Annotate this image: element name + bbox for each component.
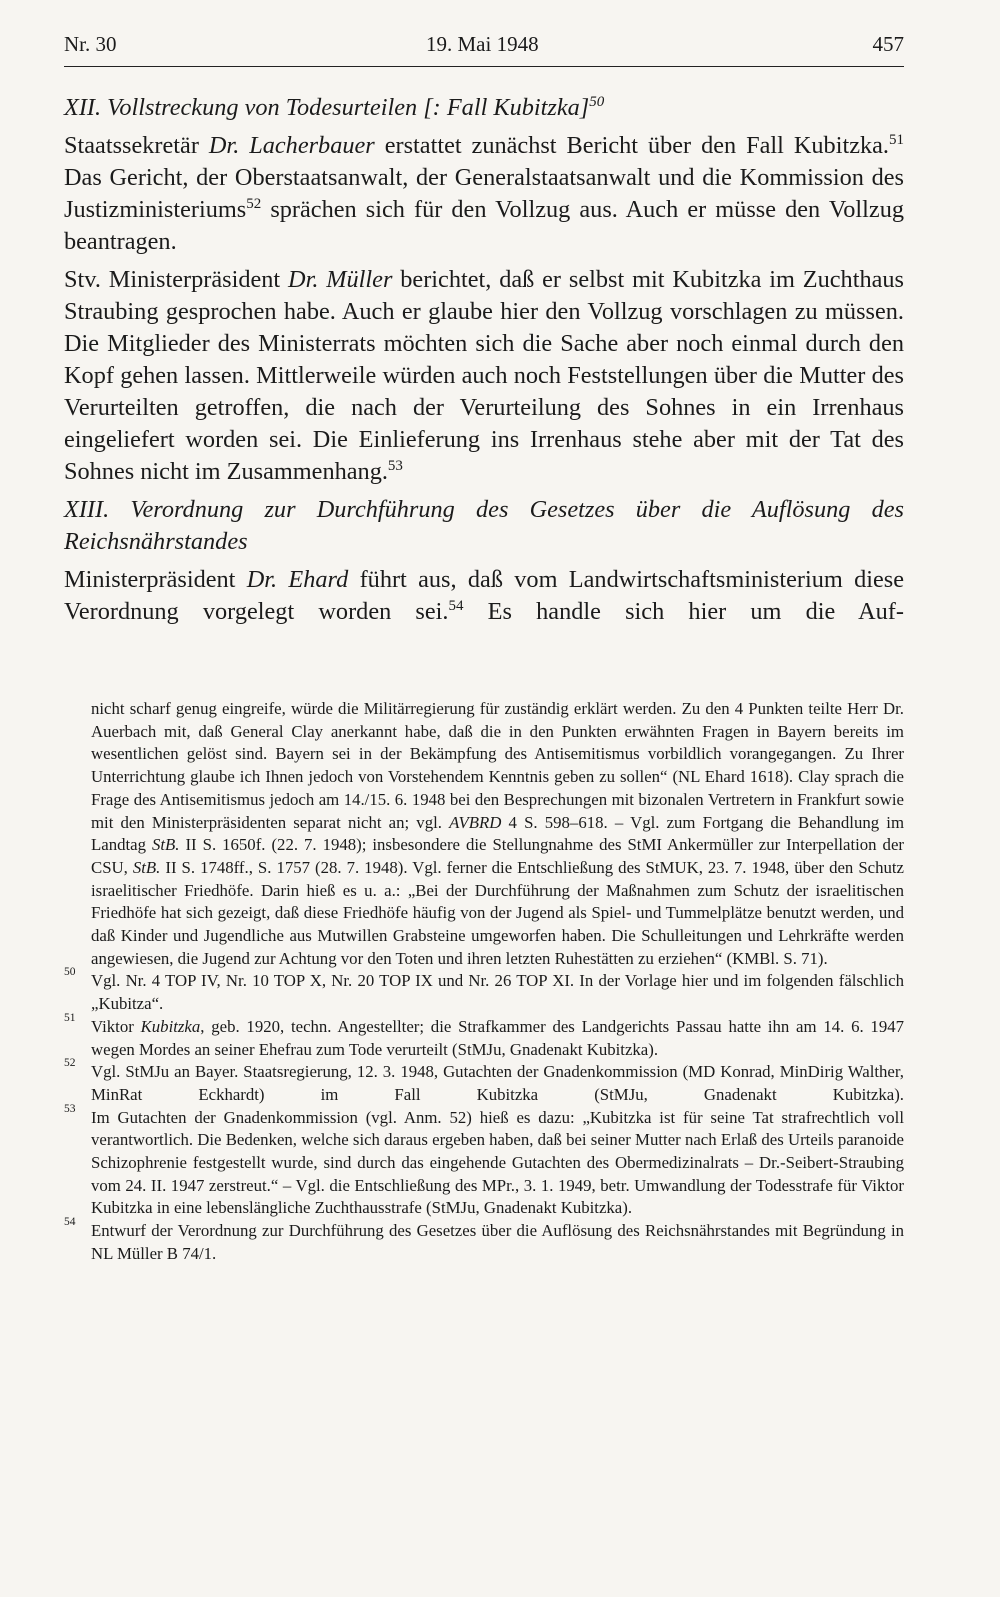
footnotes	[64, 698, 904, 1266]
text-run: Ministerpräsident	[64, 566, 247, 593]
text-run: 4 S. 598–618. – Vgl. zum Fortgang die Behandlung im Landtag	[91, 812, 904, 855]
main-text	[64, 92, 904, 634]
running-header	[64, 30, 904, 62]
section-xii-paragraph-1	[64, 130, 904, 258]
text-run: führt aus, daß vom Landwirtschaftsministerium diese Verordnung vorgelegt worden sei.	[64, 566, 904, 625]
text-run: erstattet zunächst Bericht über den Fall Kubitzka.	[374, 132, 889, 159]
text-run: Staatssekretär	[64, 132, 209, 159]
text-run: nicht scharf genug eingreife, würde die Militärregierung für zuständig erklärt werden. Zu den 4 Punkten teilte Herr Dr. Auerbach mit, daß General Clay anerkannt habe, daß die in den Punkten erwähnten Fragen in Bayern bereits im wesentlichen gelöst sind. Bayern sei in der Bekämpfung des Antisemitismus vorbildlich vorangegangen. Zu Ihrer Unterrichtung glaube ich Ihnen jedoch von Vorstehendem Kenntnis geben zu sollen“ (NL Ehard 1618). Clay sprach die Frage des Antisemitismus jedoch am 14./15. 6. 1948 bei den Besprechungen mit bizonalen Vertretern in Frankfurt sowie mit den Ministerpräsidenten separat nicht an; vgl.	[91, 699, 904, 832]
person-name: Dr. Lacherbauer	[208, 132, 375, 159]
person-name: Dr. Müller	[288, 266, 393, 293]
issue-number: Nr. 30	[64, 32, 117, 56]
footnote-number: 53	[64, 1102, 76, 1115]
section-xiii-heading: XIII. Verordnung zur Durchführung des Gesetzes über die Auflösung des Reichsnährstandes	[64, 496, 904, 555]
text-run: berichtet, daß er selbst mit Kubitzka im Zuchthaus Straubing gesprochen habe. Auch er glaube hier den Vollzug vorschlagen zu müssen. Die Mitglieder des Ministerrats möchten sich die Sache aber noch einmal durch den Kopf gehen lassen. Mittlerweile würden auch noch Feststellungen über die Mutter des Verurteilten getroffen, die nach der Verurteilung des Sohnes in ein Irrenhaus eingeliefert worden sei. Die Einlieferung ins Irrenhaus stehe aber mit der Tat des Sohnes nicht im Zusammenhang.	[64, 266, 904, 485]
footnote-number: 50	[64, 966, 76, 979]
footnote-51	[64, 1011, 904, 1061]
person-name: Dr. Ehard	[246, 566, 349, 593]
footnote-text: Im Gutachten der Gnadenkommission (vgl. Anm. 52) hieß es dazu: „Kubitzka ist für seine Tat strafrechtlich voll verantwortlich. Die Bedenken, welche sich daraus ergeben haben, daß bei seiner Mutter nach Erlaß des Urteils paranoide Schizophrenie festgestellt wurde, sind durch das eingehende Gutachten des Obermedizinalrats – Dr.-Seibert-Straubing vom 24. II. 1947 zerstreut.“ – Vgl. die Entschließung des MPr., 3. 1. 1949, betr. Umwandlung der Todesstrafe für Viktor Kubitzka in eine lebenslängliche Zuchthausstrafe (StMJu, Gnadenakt Kubitzka).	[91, 1107, 904, 1218]
text-run: II S. 1650f. (22. 7. 1948); insbesondere die Stellungnahme des StMI Ankermüller zur Interpellation der CSU,	[91, 835, 904, 877]
person-name: Kubitzka	[140, 1016, 201, 1036]
section-xii-heading-text: XII. Vollstreckung von Todesurteilen [: Fall Kubitzka]	[64, 94, 590, 121]
text-run: Viktor	[91, 1016, 141, 1036]
footnote-53	[64, 1102, 904, 1221]
text-run: Es handle sich hier um die Auf-	[463, 598, 904, 625]
footnote-number: 51	[64, 1011, 76, 1024]
note-ref: 50	[589, 94, 605, 110]
text-run: , geb. 1920, techn. Angestellter; die Strafkammer des Landgerichts Passau hatte ihn am 14. 6. 1947 wegen Mordes an seiner Ehefrau zum Tode verurteilt (StMJu, Gnadenakt Kubitzka).	[91, 1016, 904, 1059]
footnote-54	[64, 1216, 904, 1265]
citation-title: StB.	[132, 857, 161, 877]
text-run: II S. 1748ff., S. 1757 (28. 7. 1948). Vgl. ferner die Entschließung des StMUK, 23. 7. 1948, über den Schutz israelitischer Friedhöfe. Darin hieß es u. a.: „Bei der Durchführung der Maßnahmen zum Schutz der israelitischen Friedhöfe hat sich gezeigt, daß diese Friedhöfe häufig von der Jugend als Spiel- und Tummelplätze benutzt werden, und daß Kinder und Jugendliche aus Mutwillen Grabsteine umgeworfen haben. Die Schulleitungen und Lehrkräfte werden angewiesen, die Jugend zur Achtung vor den Toten und ihren letzten Ruhestätten zu erziehen“ (KMBl. S. 71).	[91, 857, 904, 968]
footnote-text: Vgl. Nr. 4 TOP IV, Nr. 10 TOP X, Nr. 20 TOP IX und Nr. 26 TOP XI. In der Vorlage hier und im folgenden fälschlich „Kubitza“.	[91, 971, 904, 1014]
footnote-text: Entwurf der Verordnung zur Durchführung des Gesetzes über die Auflösung des Reichsnährstandes mit Begründung in NL Müller B 74/1.	[91, 1221, 904, 1263]
note-ref: 52	[246, 196, 262, 212]
note-ref: 54	[448, 598, 464, 614]
citation-title: AVBRD	[449, 812, 502, 832]
footnote-number: 52	[64, 1057, 76, 1070]
footnote-52	[64, 1057, 904, 1106]
issue-date: 19. Mai 1948	[426, 32, 539, 56]
section-xii-heading	[64, 92, 904, 124]
footnote-text: Vgl. StMJu an Bayer. Staatsregierung, 12. 3. 1948, Gutachten der Gnadenkommission (MD Konrad, MinDirig Walther, MinRat Eckhardt) im Fall Kubitzka (StMJu, Gnadenakt Kubitzka).	[91, 1062, 904, 1104]
note-ref: 51	[889, 132, 904, 148]
note-ref: 53	[387, 458, 403, 474]
text-run: Das Gericht, der Oberstaatsanwalt, der Generalstaatsanwalt und die Kommission des Justizministeriums	[64, 164, 904, 223]
footnote-50	[64, 966, 904, 1015]
section-xiii-paragraph-1	[64, 564, 904, 628]
page-number: 457	[872, 32, 904, 56]
text-run: sprächen sich für den Vollzug aus. Auch er müsse den Vollzug beantragen.	[64, 196, 904, 255]
text-run: Stv. Ministerpräsident	[64, 266, 289, 293]
footnote-continuation	[64, 698, 904, 970]
citation-title: StB.	[151, 835, 180, 855]
footnote-number: 54	[64, 1216, 76, 1229]
header-rule	[64, 66, 904, 67]
section-xii-paragraph-2	[64, 264, 904, 488]
